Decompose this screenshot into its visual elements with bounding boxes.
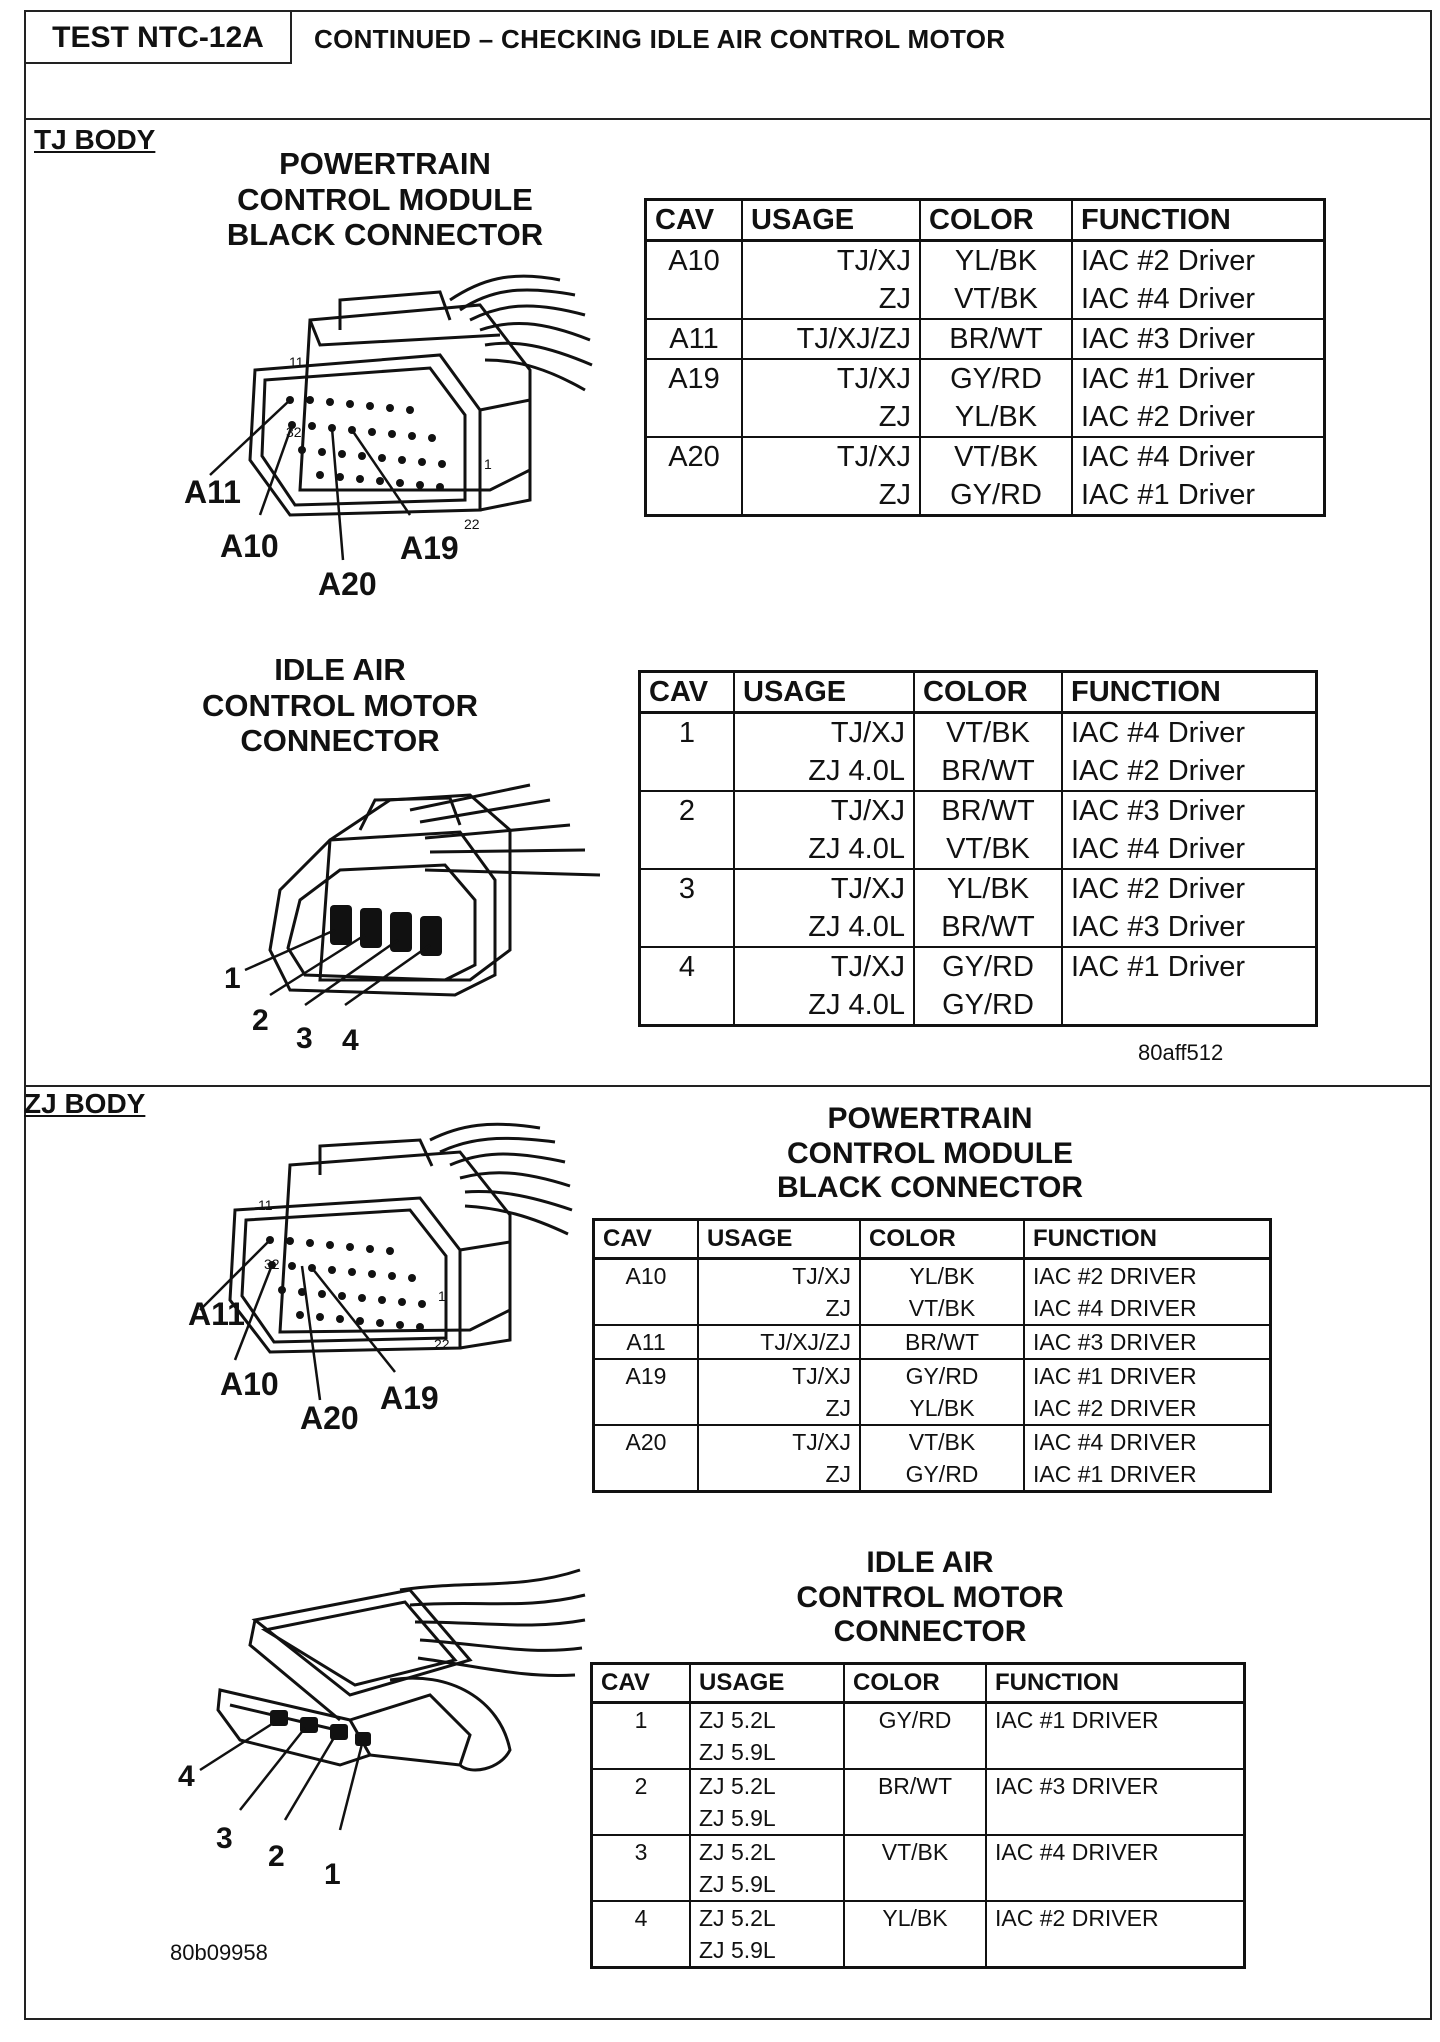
cell-usage: ZJ [698,1392,860,1425]
cell-cav: 2 [640,791,735,830]
cell-usage: TJ/XJ [742,437,920,476]
cell-function: IAC #1 DRIVER [986,1703,1245,1737]
cell-function: IAC #1 DRIVER [1024,1458,1271,1492]
table-row [594,1458,1271,1492]
tj-iac-pinout-table [638,670,1318,1027]
cell-usage: TJ/XJ [734,791,914,830]
cell-color: YL/BK [860,1259,1024,1293]
callout-a20: A20 [300,1400,359,1436]
column-header: COLOR [920,200,1072,241]
cell-function: IAC #2 DRIVER [1024,1392,1271,1425]
pin-number: 22 [464,516,480,532]
cell-color: VT/BK [914,713,1062,753]
zj-pcm-heading-line: POWERTRAIN [827,1102,1033,1135]
cell-usage: ZJ [698,1292,860,1325]
tj-pcm-heading [200,146,570,253]
table-row [594,1392,1271,1425]
column-header: COLOR [860,1220,1024,1259]
tj-iac-connector-drawing [210,770,630,1020]
tj-body-label: TJ BODY [34,124,156,155]
section-divider [24,1085,1432,1087]
cell-usage: ZJ 5.2L [690,1769,844,1802]
zj-iac-heading-line: IDLE AIR [866,1546,994,1579]
cell-usage: ZJ 5.2L [690,1835,844,1868]
cell-function: IAC #1 Driver [1072,476,1325,516]
table-header-row [592,1664,1245,1703]
cell-function: IAC #4 DRIVER [986,1835,1245,1868]
pin-number: 22 [434,1336,450,1352]
cell-usage: ZJ [698,1458,860,1492]
cell-cav [594,1458,699,1492]
cell-function: IAC #3 Driver [1062,791,1317,830]
cell-function: IAC #1 DRIVER [1024,1359,1271,1392]
cell-color: BR/WT [844,1769,986,1802]
column-header: USAGE [734,672,914,713]
table-header-row [646,200,1325,241]
zj-iac-connector-drawing [170,1560,590,1840]
cell-color: GY/RD [844,1703,986,1737]
pin-number: 32 [286,424,302,440]
tj-pcm-heading-line: POWERTRAIN [279,146,491,181]
cell-color [844,1802,986,1835]
cell-color: GY/RD [920,359,1072,398]
table-row [646,476,1325,516]
callout-a11: A11 [184,474,241,510]
cell-usage: TJ/XJ [698,1259,860,1293]
column-header: FUNCTION [1024,1220,1271,1259]
cell-color: GY/RD [914,947,1062,986]
cell-function: IAC #2 Driver [1072,241,1325,281]
zj-pcm-heading-line: BLACK CONNECTOR [776,1171,1084,1204]
cell-color: VT/BK [914,830,1062,869]
zj-pcm-heading [740,1102,1120,1206]
cell-cav: A20 [594,1425,699,1458]
tj-iac-heading-line: CONNECTOR [240,723,440,759]
tj-iac-heading [170,652,510,759]
cell-usage: ZJ [742,476,920,516]
cell-function: IAC #4 Driver [1072,437,1325,476]
callout-a20: A20 [318,566,377,602]
figure-ref: 80aff512 [1138,1040,1224,1065]
page-title: CONTINUED – CHECKING IDLE AIR CONTROL MOTOR [314,24,1006,54]
pin-number: 1 [438,1288,446,1304]
cell-function [986,1736,1245,1769]
table-row [646,359,1325,398]
callout-pin-3: 3 [216,1822,233,1855]
callout-a11: A11 [188,1296,245,1332]
cell-cav [592,1934,691,1968]
table-row [646,398,1325,437]
table-row [592,1703,1245,1737]
table-row [640,869,1317,908]
table-row [646,319,1325,359]
cell-usage: ZJ 4.0L [734,830,914,869]
table-header-row [594,1220,1271,1259]
table-row [594,1292,1271,1325]
cell-color: YL/BK [920,398,1072,437]
table-row [594,1259,1271,1293]
cell-cav [592,1736,691,1769]
table-row [592,1802,1245,1835]
pin-number: 11 [258,1197,273,1213]
table-row [592,1769,1245,1802]
cell-cav: 4 [640,947,735,986]
cell-color [844,1868,986,1901]
cell-function [986,1868,1245,1901]
pin-number: 11 [289,354,304,370]
cell-cav [640,830,735,869]
callout-a19: A19 [400,530,459,566]
cell-cav [592,1802,691,1835]
cell-usage: ZJ [742,280,920,319]
tj-pcm-heading-line: CONTROL MODULE [237,181,533,217]
cell-usage: TJ/XJ [734,713,914,753]
cell-color [844,1736,986,1769]
figure-ref: 80b09958 [170,1940,268,1965]
cell-usage: ZJ 4.0L [734,986,914,1026]
cell-function: IAC #2 Driver [1062,869,1317,908]
cell-cav: A20 [646,437,743,476]
column-header: FUNCTION [1072,200,1325,241]
table-row [592,1736,1245,1769]
cell-usage: ZJ 4.0L [734,908,914,947]
zj-iac-heading-line: CONTROL MOTOR [796,1580,1064,1614]
tj-pcm-pinout-table [644,198,1326,517]
cell-cav: 3 [592,1835,691,1868]
column-header: CAV [592,1664,691,1703]
cell-color: GY/RD [860,1359,1024,1392]
column-header: USAGE [742,200,920,241]
cell-usage: ZJ 5.9L [690,1802,844,1835]
callout-a10: A10 [220,1366,279,1402]
cell-function: IAC #4 DRIVER [1024,1425,1271,1458]
cell-function: IAC #3 DRIVER [1024,1325,1271,1359]
tj-iac-heading-line: IDLE AIR [274,652,406,687]
cell-color [844,1934,986,1968]
cell-color: BR/WT [914,908,1062,947]
cell-cav: A10 [646,241,743,281]
table-row [646,280,1325,319]
cell-cav [640,752,735,791]
cell-cav: A10 [594,1259,699,1293]
column-header: FUNCTION [986,1664,1245,1703]
cell-cav [646,476,743,516]
cell-color: VT/BK [920,437,1072,476]
cell-color: YL/BK [920,241,1072,281]
cell-cav: A11 [594,1325,699,1359]
cell-color: VT/BK [860,1425,1024,1458]
pin-number: 1 [484,456,492,472]
table-header-row [640,672,1317,713]
table-row [592,1934,1245,1968]
test-id-box: TEST NTC-12A [26,12,292,64]
callout-pin-4: 4 [342,1024,359,1057]
callout-a19: A19 [380,1380,439,1416]
cell-cav [640,986,735,1026]
cell-function [986,1802,1245,1835]
cell-function: IAC #2 DRIVER [986,1901,1245,1934]
cell-usage: TJ/XJ [698,1425,860,1458]
cell-color: BR/WT [914,791,1062,830]
zj-iac-pinout-table [590,1662,1246,1969]
callout-pin-1: 1 [224,962,241,995]
cell-cav [594,1392,699,1425]
table-row [592,1835,1245,1868]
cell-cav: 1 [592,1703,691,1737]
cell-usage: TJ/XJ/ZJ [742,319,920,359]
pin-number: 32 [264,1256,280,1272]
callout-pin-4: 4 [178,1760,195,1793]
cell-usage: TJ/XJ/ZJ [698,1325,860,1359]
cell-usage: TJ/XJ [742,359,920,398]
cell-cav [640,908,735,947]
cell-function [1062,986,1317,1026]
cell-color: BR/WT [920,319,1072,359]
cell-function: IAC #3 Driver [1072,319,1325,359]
table-row [646,437,1325,476]
cell-cav [646,398,743,437]
column-header: USAGE [698,1220,860,1259]
callout-pin-1: 1 [324,1858,341,1891]
cell-color: YL/BK [914,869,1062,908]
cell-function: IAC #4 Driver [1072,280,1325,319]
cell-cav: A19 [594,1359,699,1392]
cell-color: GY/RD [914,986,1062,1026]
column-header: COLOR [844,1664,986,1703]
table-row [640,908,1317,947]
table-row [640,830,1317,869]
cell-color: GY/RD [920,476,1072,516]
column-header: USAGE [690,1664,844,1703]
zj-iac-heading-line: CONNECTOR [833,1615,1027,1648]
cell-cav: A19 [646,359,743,398]
cell-color: YL/BK [860,1392,1024,1425]
cell-function: IAC #2 Driver [1062,752,1317,791]
table-row [594,1359,1271,1392]
callout-a10: A10 [220,528,279,564]
zj-pcm-pinout-table [592,1218,1272,1493]
tj-iac-heading-line: CONTROL MOTOR [201,687,479,723]
callout-pin-2: 2 [268,1840,285,1873]
cell-usage: TJ/XJ [734,869,914,908]
table-row [640,752,1317,791]
table-row [592,1901,1245,1934]
cell-cav: 4 [592,1901,691,1934]
cell-usage: TJ/XJ [734,947,914,986]
cell-function: IAC #3 DRIVER [986,1769,1245,1802]
table-row [640,986,1317,1026]
cell-color: VT/BK [860,1292,1024,1325]
table-row [640,947,1317,986]
cell-cav [592,1868,691,1901]
callout-pin-2: 2 [252,1004,269,1037]
cell-function: IAC #3 Driver [1062,908,1317,947]
cell-function: IAC #4 DRIVER [1024,1292,1271,1325]
cell-cav [646,280,743,319]
column-header: CAV [640,672,735,713]
cell-color: BR/WT [860,1325,1024,1359]
cell-function: IAC #4 Driver [1062,830,1317,869]
table-row [592,1868,1245,1901]
cell-function [986,1934,1245,1968]
cell-function: IAC #2 Driver [1072,398,1325,437]
cell-cav: A11 [646,319,743,359]
cell-usage: ZJ 5.9L [690,1736,844,1769]
table-row [594,1425,1271,1458]
cell-function: IAC #4 Driver [1062,713,1317,753]
zj-pcm-heading-line: CONTROL MODULE [786,1136,1074,1170]
cell-cav: 3 [640,869,735,908]
table-row [640,791,1317,830]
cell-color: BR/WT [914,752,1062,791]
column-header: COLOR [914,672,1062,713]
cell-usage: ZJ 5.9L [690,1934,844,1968]
table-row [640,713,1317,753]
cell-color: GY/RD [860,1458,1024,1492]
callout-pin-3: 3 [296,1022,313,1055]
cell-color: VT/BK [844,1835,986,1868]
cell-cav: 1 [640,713,735,753]
tj-pcm-heading-line: BLACK CONNECTOR [226,217,544,253]
cell-cav [594,1292,699,1325]
cell-usage: ZJ 5.2L [690,1901,844,1934]
cell-usage: ZJ 5.2L [690,1703,844,1737]
cell-function: IAC #1 Driver [1062,947,1317,986]
cell-usage: TJ/XJ [742,241,920,281]
column-header: FUNCTION [1062,672,1317,713]
table-row [646,241,1325,281]
header-divider [24,118,1432,120]
cell-usage: TJ/XJ [698,1359,860,1392]
cell-color: YL/BK [844,1901,986,1934]
cell-usage: ZJ 5.9L [690,1868,844,1901]
cell-cav: 2 [592,1769,691,1802]
cell-color: VT/BK [920,280,1072,319]
cell-usage: ZJ 4.0L [734,752,914,791]
cell-function: IAC #1 Driver [1072,359,1325,398]
table-row [594,1325,1271,1359]
column-header: CAV [646,200,743,241]
column-header: CAV [594,1220,699,1259]
zj-iac-heading [760,1546,1100,1650]
cell-function: IAC #2 DRIVER [1024,1259,1271,1293]
zj-body-label: ZJ BODY [24,1088,146,1119]
cell-usage: ZJ [742,398,920,437]
